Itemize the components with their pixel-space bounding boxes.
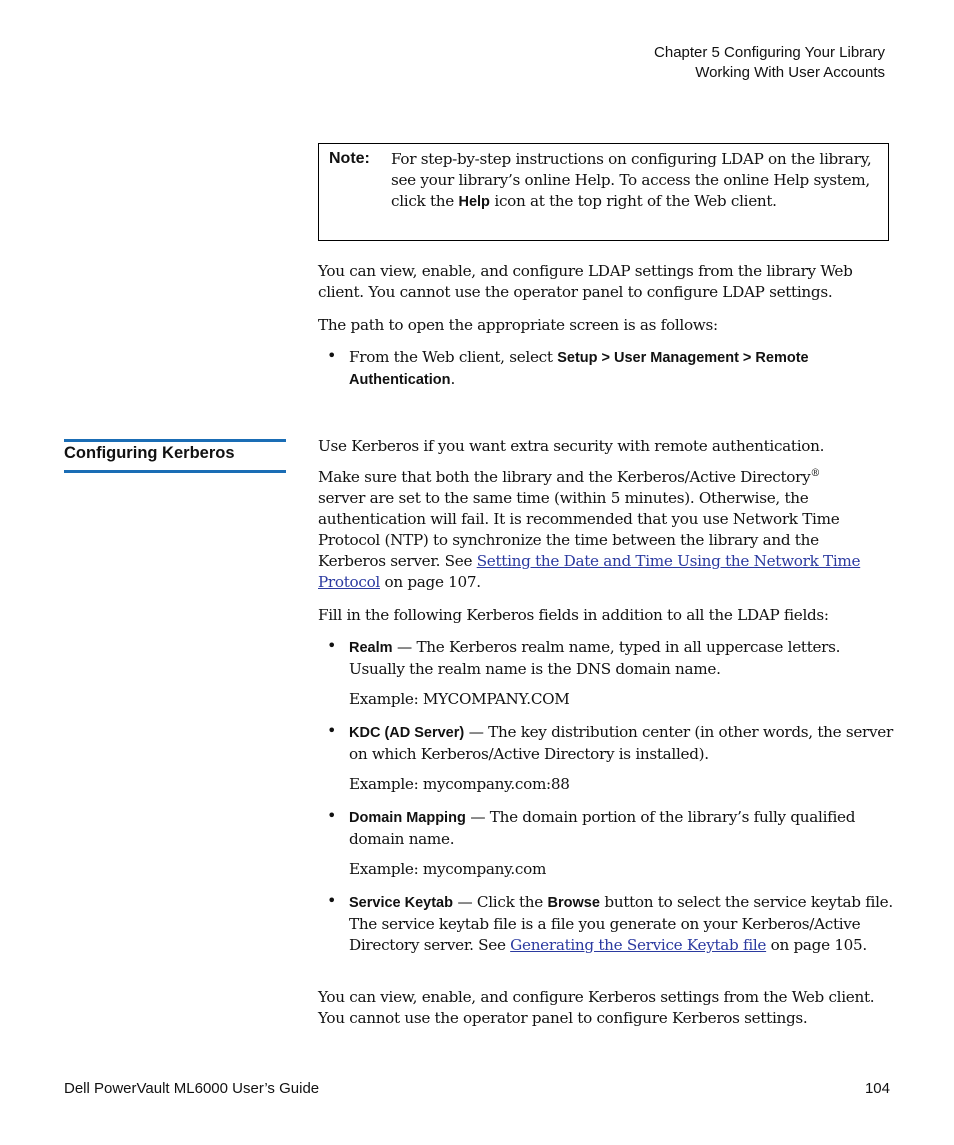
fill-in-paragraph: Fill in the following Kerberos fields in addition to all the LDAP fields: [318, 606, 829, 624]
time-sync-text-2: server are set to the same time (within 5 minutes). Otherwise, the authentication will fail. It is recommended that you use Network Time Protocol (NTP) to synchronize the time between the library and the Kerberos server. See [318, 489, 840, 570]
section-rule-bottom [64, 470, 286, 473]
browse-term: Browse [547, 895, 600, 911]
keytab-desc-3: on page 105. [766, 936, 867, 954]
field-desc: — The key distribution center (in other words, the server on which Kerberos/Active Directory is installed). [349, 723, 893, 763]
note-text [391, 149, 881, 213]
section-title: Configuring Kerberos [64, 444, 235, 462]
path-intro: The path to open the appropriate screen is as follows: [318, 316, 718, 334]
note-text-end: icon at the top right of the Web client. [489, 192, 777, 210]
date-time-link[interactable]: Setting the Date and Time Using the Network Time Protocol [318, 552, 861, 591]
header-section: Working With User Accounts [695, 64, 885, 81]
field-realm [349, 637, 894, 680]
bullet-dot: • [327, 346, 337, 365]
field-domain-mapping [349, 807, 894, 850]
menu-path: Setup > User Management > Remote [557, 350, 809, 366]
path-bullet-prefix: From the Web client, select [349, 348, 558, 366]
bullet-dot: • [327, 891, 337, 910]
note-label: Note: [329, 150, 370, 167]
running-header [654, 43, 885, 83]
note-box [318, 143, 889, 241]
bullet-dot: • [327, 721, 337, 740]
field-example: Example: mycompany.com [349, 860, 547, 878]
field-service-keytab [349, 892, 894, 956]
registered-mark: ® [810, 467, 821, 479]
field-desc: — The Kerberos realm name, typed in all uppercase letters. Usually the realm name is the DNS domain name. [349, 638, 841, 678]
field-example: Example: mycompany.com:88 [349, 775, 570, 793]
note-help-term: Help [458, 194, 490, 210]
field-name: KDC (AD Server) [349, 725, 465, 741]
path-bullet-suffix: . [450, 370, 456, 388]
kerberos-intro: Use Kerberos if you want extra security with remote authentication. [318, 437, 825, 455]
field-example: Example: MYCOMPANY.COM [349, 690, 570, 708]
path-bullet [349, 347, 879, 391]
header-chapter: Chapter 5 Configuring Your Library [654, 44, 885, 61]
footer-title: Dell PowerVault ML6000 User’s Guide [64, 1080, 320, 1097]
time-sync-text-1: Make sure that both the library and the Kerberos/Active Directory [318, 468, 811, 486]
page-number: 104 [864, 1080, 890, 1097]
menu-path-end: Authentication [349, 372, 451, 388]
bullet-dot: • [327, 806, 337, 825]
keytab-link[interactable]: Generating the Service Keytab file [510, 936, 767, 954]
field-name: Realm [349, 640, 393, 656]
closing-paragraph: You can view, enable, and configure Kerberos settings from the Web client. You cannot use the operator panel to configure Kerberos settings. [318, 988, 875, 1027]
ldap-paragraph: You can view, enable, and configure LDAP settings from the library Web client. You cannot use the operator panel to configure LDAP settings. [318, 262, 853, 301]
field-name: Service Keytab [349, 895, 453, 911]
keytab-desc-1: — Click the [452, 893, 548, 911]
field-name: Domain Mapping [349, 810, 466, 826]
note-text-start: For step-by-step instructions on configuring LDAP on the library, see your library’s online Help. To access the online Help system, click the [391, 150, 872, 210]
bullet-dot: • [327, 636, 337, 655]
field-kdc [349, 722, 894, 765]
time-sync-text-3: on page 107. [379, 573, 481, 591]
section-rule-top [64, 439, 286, 442]
field-desc: — The domain portion of the library’s fully qualified domain name. [349, 808, 856, 848]
keytab-desc-2: button to select the service keytab file. The service keytab file is a file you generate on your Kerberos/Active Directory server. See [349, 893, 893, 954]
time-sync-paragraph [318, 467, 890, 593]
